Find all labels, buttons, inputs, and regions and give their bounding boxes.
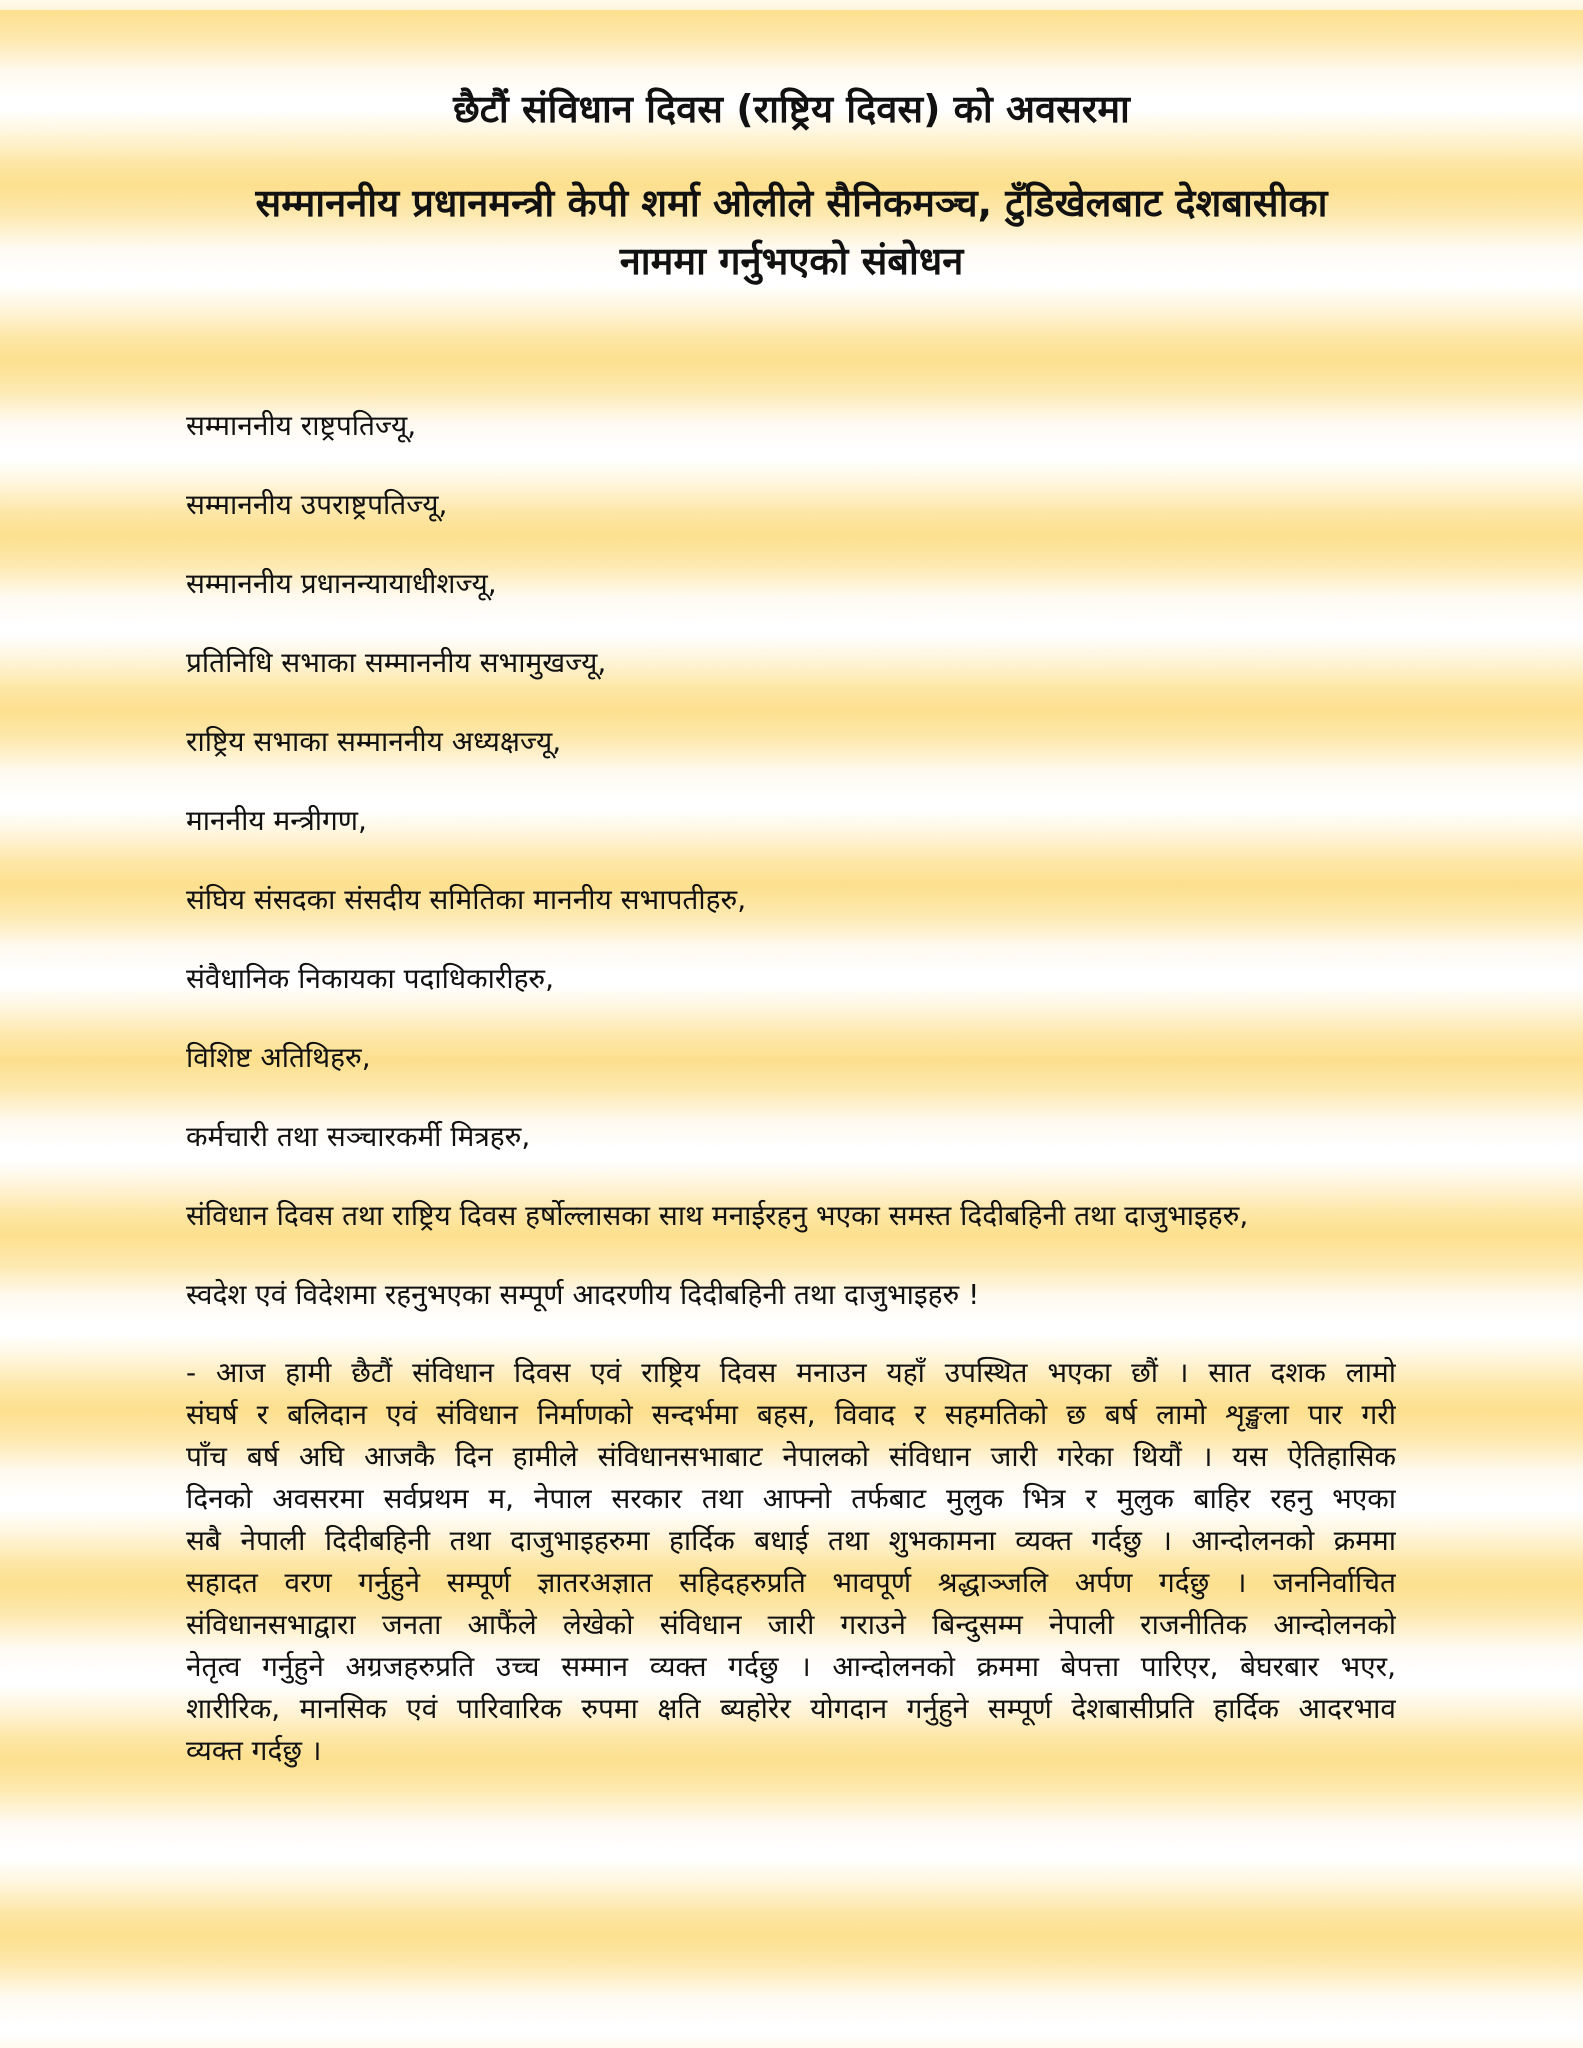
paragraph-line: - आज हामी छैटौं संविधान दिवस एवं राष्ट्रिय दिवस मनाउन यहाँ उपस्थित भएका छौं । सात दशक लामो <box>186 1356 1396 1389</box>
document-subtitle-line-2: नाममा गर्नुभएको संबोधन <box>619 239 964 283</box>
paragraph-line: सहादत वरण गर्नुहुने सम्पूर्ण ज्ञातरअज्ञात सहिदहरुप्रति भावपूर्ण श्रद्धाञ्जलि अर्पण गर्दछु । जननिर्वाचित <box>186 1566 1396 1599</box>
speech-paragraph <box>186 1352 1396 1772</box>
paragraph-line: संविधानसभाद्वारा जनता आफैंले लेखेको संविधान जारी गराउने बिन्दुसम्म नेपाली राजनीतिक आन्दोलनको <box>186 1608 1396 1641</box>
salutation-line: विशिष्ट अतिथिहरु, <box>186 1041 371 1074</box>
salutation-line: माननीय मन्त्रीगण, <box>186 804 367 837</box>
salutation-line: संवैधानिक निकायका पदाधिकारीहरु, <box>186 962 555 995</box>
salutation-line: सम्माननीय प्रधानन्यायाधीशज्यू, <box>186 567 497 600</box>
paragraph-line: पाँच बर्ष अघि आजकै दिन हामीले संविधानसभाबाट नेपालको संविधान जारी गरेका थियौं । यस ऐतिहासिक <box>186 1440 1396 1473</box>
paragraph-line: शारीरिक, मानसिक एवं पारिवारिक रुपमा क्षति ब्यहोरेर योगदान गर्नुहुने सम्पूर्ण देशबासीप्रति हार्दिक आदरभाव <box>186 1692 1396 1725</box>
paragraph-line: दिनको अवसरमा सर्वप्रथम म, नेपाल सरकार तथा आफ्नो तर्फबाट मुलुक भित्र र मुलुक बाहिर रहनु भएका <box>186 1482 1396 1515</box>
salutation-line: संविधान दिवस तथा राष्ट्रिय दिवस हर्षोल्लासका साथ मनाईरहनु भएका समस्त दिदीबहिनी तथा दाजुभाइहरु, <box>186 1199 1249 1232</box>
paragraph-line: व्यक्त गर्दछु । <box>186 1734 322 1767</box>
document-subtitle-line-1: सम्माननीय प्रधानमन्त्री केपी शर्मा ओलीले सैनिकमञ्च, टुँडिखेलबाट देशबासीका <box>255 181 1328 225</box>
paragraph-line: नेतृत्व गर्नुहुने अग्रजहरुप्रति उच्च सम्मान व्यक्त गर्दछु । आन्दोलनको क्रममा बेपत्ता पारिएर, बेघरबार भएर, <box>186 1650 1396 1683</box>
salutation-line: सम्माननीय उपराष्ट्रपतिज्यू, <box>186 488 448 521</box>
document-title: छैटौं संविधान दिवस (राष्ट्रिय दिवस) को अवसरमा <box>453 87 1130 131</box>
salutation-line: सम्माननीय राष्ट्रपतिज्यू, <box>186 409 417 442</box>
salutation-line: कर्मचारी तथा सञ्चारकर्मी मित्रहरु, <box>186 1120 531 1153</box>
salutation-line: राष्ट्रिय सभाका सम्माननीय अध्यक्षज्यू, <box>186 725 562 758</box>
salutation-line: संघिय संसदका संसदीय समितिका माननीय सभापतीहरु, <box>186 883 747 916</box>
salutation-line: प्रतिनिधि सभाका सम्माननीय सभामुखज्यू, <box>186 646 607 679</box>
paragraph-line: संघर्ष र बलिदान एवं संविधान निर्माणको सन्दर्भमा बहस, विवाद र सहमतिको छ बर्ष लामो शृङ्खला पार गरी <box>186 1398 1396 1431</box>
paragraph-line: सबै नेपाली दिदीबहिनी तथा दाजुभाइहरुमा हार्दिक बधाई तथा शुभकामना व्यक्त गर्दछु । आन्दोलनको क्रममा <box>186 1524 1396 1557</box>
salutation-line: स्वदेश एवं विदेशमा रहनुभएका सम्पूर्ण आदरणीय दिदीबहिनी तथा दाजुभाइहरु ! <box>186 1278 980 1311</box>
